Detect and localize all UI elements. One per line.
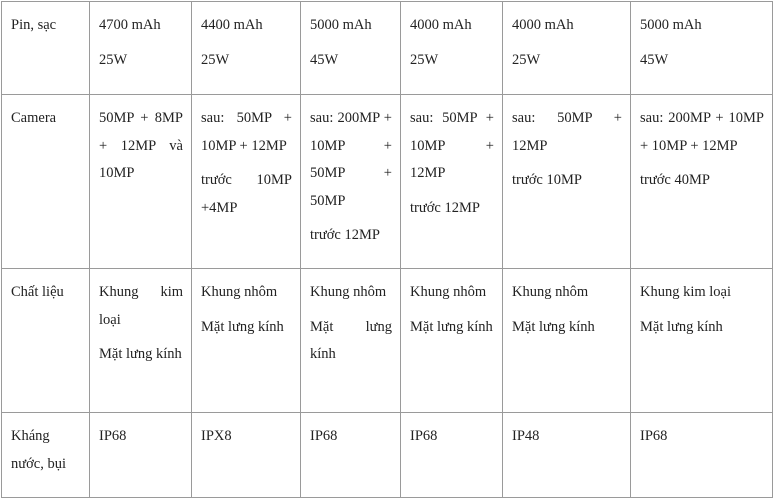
- table-cell: Khung nhôm Mặt lưng kính: [401, 269, 503, 413]
- table-cell: IP48: [503, 413, 631, 498]
- table-cell: IP68: [631, 413, 773, 498]
- table-cell: 4400 mAh 25W: [192, 2, 301, 95]
- table-cell: 5000 mAh 45W: [631, 2, 773, 95]
- table-cell: Khung kim loại Mặt lưng kính: [631, 269, 773, 413]
- table-cell: IP68: [90, 413, 192, 498]
- table-cell: 4000 mAh 25W: [503, 2, 631, 95]
- row-label-material: Chất liệu: [2, 269, 90, 413]
- table-cell: sau: 200MP + 10MP + 50MP + 50MP trước 12MP: [301, 95, 401, 269]
- table-cell: 4700 mAh 25W: [90, 2, 192, 95]
- spec-comparison-table: [1, 1, 773, 498]
- table-cell: IP68: [301, 413, 401, 498]
- table-cell: Khung nhôm Mặt lưng kính: [301, 269, 401, 413]
- table-cell: 50MP + 8MP + 12MP và 10MP: [90, 95, 192, 269]
- row-label-battery: Pin, sạc: [2, 2, 90, 95]
- table-cell: sau: 50MP + 12MP trước 10MP: [503, 95, 631, 269]
- row-label-water-resistance: Kháng nước, bụi: [2, 413, 90, 498]
- table-cell: 5000 mAh 45W: [301, 2, 401, 95]
- row-label-camera: Camera: [2, 95, 90, 269]
- table-row-camera: [2, 95, 773, 269]
- table-cell: sau: 50MP + 10MP + 12MP trước 10MP +4MP: [192, 95, 301, 269]
- table-row-battery: [2, 2, 773, 95]
- table-cell: 4000 mAh 25W: [401, 2, 503, 95]
- table-row-water-resistance: [2, 413, 773, 498]
- table-cell: sau: 50MP + 10MP + 12MP trước 12MP: [401, 95, 503, 269]
- table-cell: IPX8: [192, 413, 301, 498]
- table-cell: Khung kim loại Mặt lưng kính: [90, 269, 192, 413]
- table-cell: Khung nhôm Mặt lưng kính: [503, 269, 631, 413]
- table-cell: Khung nhôm Mặt lưng kính: [192, 269, 301, 413]
- table-cell: sau: 200MP + 10MP + 10MP + 12MP trước 40MP: [631, 95, 773, 269]
- table-row-material: [2, 269, 773, 413]
- table-cell: IP68: [401, 413, 503, 498]
